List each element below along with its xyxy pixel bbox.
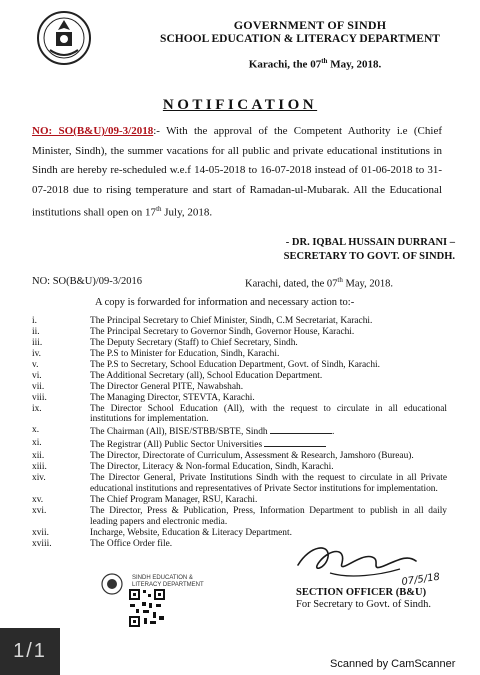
page-title: NOTIFICATION xyxy=(162,97,318,113)
signatory-designation: SECRETARY TO GOVT. OF SINDH. xyxy=(283,251,455,262)
recipient-list xyxy=(32,316,447,550)
list-item: ix. The Director School Education (All), with the request to circulate in all educational institutions for implementation. xyxy=(32,403,447,425)
header-government: GOVERNMENT OF SINDH xyxy=(233,18,387,32)
signatory-name: - DR. IQBAL HUSSAIN DURRANI – xyxy=(285,237,455,248)
stamp-text: SINDH EDUCATION & LITERACY DEPARTMENT xyxy=(132,575,204,588)
list-item: xv. The Chief Program Manager, RSU, Karachi. xyxy=(32,494,258,505)
list-item: vii. The Director General PITE, Nawabshah. xyxy=(32,381,244,392)
list-item: iii. The Deputy Secretary (Staff) to Chief Secretary, Sindh. xyxy=(32,337,298,348)
endorsement-date: Karachi, dated, the 07th May, 2018. xyxy=(245,276,393,290)
list-item: viii. The Managing Director, STEVTA, Karachi. xyxy=(32,392,255,403)
list-item: xvii. Incharge, Website, Education & Literacy Department. xyxy=(32,527,292,538)
header-department: SCHOOL EDUCATION & LITERACY DEPARTMENT xyxy=(160,33,440,45)
section-officer-for: For Secretary to Govt. of Sindh. xyxy=(296,599,432,610)
page-indicator: 1/1 xyxy=(0,628,60,675)
list-item: xvi. The Director, Press & Publication, Press, Information Department to publish in all daily leading papers and electronic media. xyxy=(32,505,447,527)
section-officer-title: SECTION OFFICER (B&U) xyxy=(296,587,427,598)
list-item: ii. The Principal Secretary to Governor Sindh, Governor House, Karachi. xyxy=(32,326,355,337)
list-item: iv. The P.S to Minister for Education, Sindh, Karachi. xyxy=(32,348,280,359)
list-item: xiii. The Director, Literacy & Non-formal Education, Sindh, Karachi. xyxy=(32,462,334,473)
endorsement-ref: NO: SO(B&U)/09-3/2016 xyxy=(32,276,142,287)
list-item: x. The Chairman (All), BISE/STBB/SBTE, Sindh . xyxy=(32,425,335,438)
notification-body: NO: SO(B&U)/09-3/2018:- With the approval of the Competent Authority i.e (Chief Minister, Sindh), the summer vacations for all public and private educational institutions in Sindh are hereby re-scheduled w.e.f 14-05-2018 to 16-07-2018 instead of 01-06-2018 to 31-07-2018 due to rising temperature and start of Ramadan-ul-Mubarak. All the Educational institutions shall open on 17th July, 2018. xyxy=(32,125,442,219)
blank-line xyxy=(264,438,326,447)
qr-code-icon xyxy=(128,588,166,628)
list-item: xviii. The Office Order file. xyxy=(32,538,173,549)
list-item: xii. The Director, Directorate of Curriculum, Assessment & Research, Jamshoro (Bureau). xyxy=(32,451,414,462)
list-item: xi. The Registrar (All) Public Sector Universities xyxy=(32,438,447,451)
handwritten-signature xyxy=(290,535,450,595)
header-date: Karachi, the 07th May, 2018. xyxy=(248,57,382,71)
scanner-watermark: Scanned by CamScanner xyxy=(330,658,456,670)
list-item: vi. The Additional Secretary (all), School Education Department. xyxy=(32,370,323,381)
blank-line xyxy=(270,425,332,434)
list-item: v. The P.S to Secretary, School Education Department, Govt. of Sindh, Karachi. xyxy=(32,359,380,370)
notification-ref: NO: SO(B&U)/09-3/2018 xyxy=(32,125,154,137)
copy-forward-line: A copy is forwarded for information and necessary action to:- xyxy=(95,297,355,308)
list-item: i. The Principal Secretary to Chief Minister, Sindh, C.M Secretariat, Karachi. xyxy=(32,316,373,326)
signature-date: 07/5/18 xyxy=(400,571,441,588)
list-item: xiv. The Director General, Private Institutions Sindh with the request to circulate in all Private educational institutions and representatives of Private Sector institutions for implementation. xyxy=(32,473,447,494)
